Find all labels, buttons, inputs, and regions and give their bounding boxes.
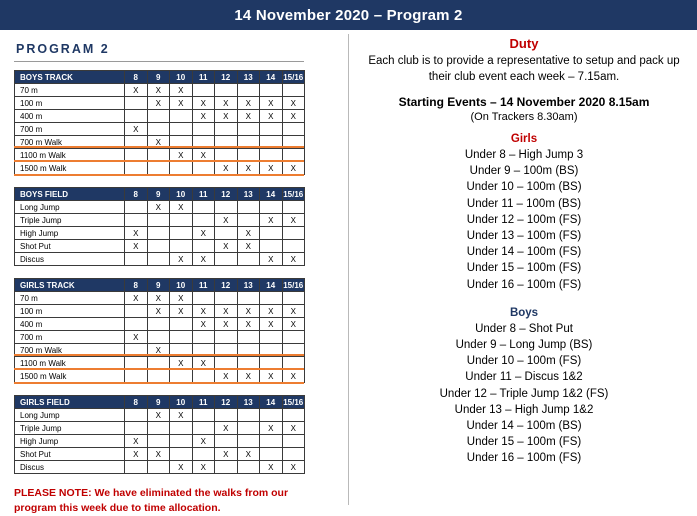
mark-cell: X bbox=[260, 318, 283, 331]
boys-event-item: Under 8 – Shot Put bbox=[475, 322, 573, 335]
mark-cell: X bbox=[170, 409, 193, 422]
mark-cell bbox=[282, 409, 305, 422]
mark-cell: X bbox=[170, 305, 193, 318]
mark-cell: X bbox=[192, 435, 215, 448]
table-row bbox=[15, 253, 305, 266]
mark-cell bbox=[215, 409, 238, 422]
event-name-cell: High Jump bbox=[15, 435, 125, 448]
mark-cell: X bbox=[260, 305, 283, 318]
strikethrough-line bbox=[14, 146, 304, 148]
schedule-table-wrapper bbox=[14, 278, 338, 383]
age-group-header: 15/16 bbox=[283, 189, 304, 199]
mark-cell bbox=[282, 227, 305, 240]
starting-events-title: Starting Events – 14 November 2020 8.15am bbox=[398, 95, 650, 109]
event-name-cell: 700 m bbox=[15, 331, 125, 344]
age-group-header: 12 bbox=[215, 279, 238, 292]
mark-cell bbox=[192, 201, 215, 214]
mark-cell bbox=[125, 318, 148, 331]
mark-cell bbox=[125, 422, 148, 435]
mark-cell bbox=[170, 240, 193, 253]
mark-cell: X bbox=[170, 149, 193, 162]
mark-cell bbox=[282, 292, 305, 305]
page-header bbox=[0, 0, 697, 30]
mark-cell: X bbox=[237, 305, 260, 318]
table-header-row bbox=[15, 71, 305, 84]
mark-cell bbox=[170, 370, 193, 383]
event-name-cell: 1500 m Walk bbox=[15, 162, 125, 175]
age-group-header: 15/16 bbox=[283, 72, 304, 82]
girls-event-item: Under 15 – 100m (FS) bbox=[466, 262, 582, 275]
mark-cell bbox=[125, 110, 148, 123]
mark-cell: X bbox=[260, 162, 283, 175]
mark-cell bbox=[170, 448, 193, 461]
mark-cell bbox=[170, 123, 193, 136]
age-group-header: 8 bbox=[125, 188, 148, 201]
age-group-header: 13 bbox=[237, 188, 260, 201]
age-group-header: 8 bbox=[125, 396, 148, 409]
starting-events-subtitle: (On Trackers 8.30am) bbox=[470, 111, 578, 123]
mark-cell bbox=[260, 448, 283, 461]
mark-cell bbox=[147, 461, 170, 474]
mark-cell: X bbox=[282, 214, 305, 227]
age-group-header: 8 bbox=[125, 279, 148, 292]
age-group-header: 12 bbox=[215, 71, 238, 84]
age-group-header: 9 bbox=[147, 279, 170, 292]
mark-cell bbox=[237, 214, 260, 227]
event-name-cell: 1500 m Walk bbox=[15, 370, 125, 383]
mark-cell: X bbox=[147, 136, 170, 149]
mark-cell: X bbox=[215, 448, 238, 461]
mark-cell bbox=[215, 435, 238, 448]
mark-cell: X bbox=[260, 461, 283, 474]
table-row bbox=[15, 305, 305, 318]
mark-cell bbox=[260, 84, 283, 97]
event-name-cell: 1100 m Walk bbox=[15, 357, 125, 370]
mark-cell: X bbox=[147, 292, 170, 305]
mark-cell bbox=[237, 123, 260, 136]
age-group-header: 13 bbox=[237, 396, 260, 409]
mark-cell: X bbox=[170, 357, 193, 370]
mark-cell bbox=[125, 409, 148, 422]
event-name-cell: Triple Jump bbox=[15, 214, 125, 227]
event-name-cell: 100 m bbox=[15, 305, 125, 318]
girls-events-title: Girls bbox=[510, 133, 538, 145]
table-title-cell: GIRLS FIELD bbox=[15, 396, 125, 409]
table-header-row bbox=[15, 396, 305, 409]
mark-cell: X bbox=[282, 422, 305, 435]
mark-cell bbox=[215, 227, 238, 240]
mark-cell bbox=[215, 253, 238, 266]
mark-cell: X bbox=[147, 344, 170, 357]
mark-cell bbox=[237, 422, 260, 435]
age-group-header: 9 bbox=[147, 396, 170, 409]
schedule-table-wrapper bbox=[14, 187, 338, 266]
mark-cell: X bbox=[282, 110, 305, 123]
table-row bbox=[15, 435, 305, 448]
mark-cell bbox=[125, 370, 148, 383]
age-group-header: 11 bbox=[192, 71, 215, 84]
table-row bbox=[15, 318, 305, 331]
event-name-cell: 700 m Walk bbox=[15, 344, 125, 357]
mark-cell: X bbox=[260, 110, 283, 123]
girls-event-item: Under 10 – 100m (BS) bbox=[466, 181, 582, 194]
schedule-table bbox=[14, 395, 305, 474]
mark-cell bbox=[147, 110, 170, 123]
table-row bbox=[15, 162, 305, 175]
age-group-header: 10 bbox=[170, 71, 193, 84]
age-group-header: 14 bbox=[260, 71, 283, 84]
mark-cell bbox=[192, 448, 215, 461]
boys-event-item: Under 16 – 100m (FS) bbox=[466, 452, 582, 465]
age-group-header: 11 bbox=[192, 188, 215, 201]
mark-cell bbox=[192, 162, 215, 175]
mark-cell: X bbox=[237, 227, 260, 240]
event-name-cell: 400 m bbox=[15, 110, 125, 123]
table-row bbox=[15, 97, 305, 110]
mark-cell: X bbox=[215, 240, 238, 253]
mark-cell bbox=[147, 331, 170, 344]
mark-cell: X bbox=[125, 123, 148, 136]
mark-cell: X bbox=[260, 97, 283, 110]
mark-cell: X bbox=[237, 448, 260, 461]
boys-event-item: Under 12 – Triple Jump 1&2 (FS) bbox=[439, 387, 609, 400]
mark-cell bbox=[215, 292, 238, 305]
mark-cell: X bbox=[215, 97, 238, 110]
mark-cell: X bbox=[237, 97, 260, 110]
strikethrough-line bbox=[14, 382, 304, 384]
mark-cell bbox=[282, 448, 305, 461]
mark-cell bbox=[215, 84, 238, 97]
table-title-cell: BOYS TRACK bbox=[15, 71, 125, 84]
age-group-header: 11 bbox=[192, 396, 215, 409]
age-group-header: 10 bbox=[170, 396, 193, 409]
mark-cell bbox=[260, 409, 283, 422]
mark-cell: X bbox=[170, 253, 193, 266]
event-name-cell: 1100 m Walk bbox=[15, 149, 125, 162]
mark-cell bbox=[170, 318, 193, 331]
boys-event-item: Under 13 – High Jump 1&2 bbox=[454, 403, 594, 416]
mark-cell: X bbox=[125, 240, 148, 253]
age-group-header: 9 bbox=[147, 71, 170, 84]
mark-cell: X bbox=[192, 110, 215, 123]
mark-cell bbox=[147, 240, 170, 253]
event-name-cell: 700 m bbox=[15, 123, 125, 136]
mark-cell: X bbox=[215, 162, 238, 175]
age-group-header: 10 bbox=[170, 188, 193, 201]
mark-cell bbox=[125, 253, 148, 266]
table-row bbox=[15, 448, 305, 461]
mark-cell bbox=[170, 331, 193, 344]
mark-cell: X bbox=[282, 305, 305, 318]
event-name-cell: High Jump bbox=[15, 227, 125, 240]
age-group-header: 8 bbox=[125, 71, 148, 84]
title-divider bbox=[14, 61, 304, 62]
girls-event-item: Under 11 – 100m (BS) bbox=[466, 197, 582, 210]
program-title: PROGRAM 2 bbox=[16, 42, 110, 56]
age-group-header: 13 bbox=[237, 279, 260, 292]
mark-cell bbox=[192, 422, 215, 435]
mark-cell bbox=[192, 331, 215, 344]
header-title: 14 November 2020 – Program 2 bbox=[234, 6, 463, 24]
mark-cell bbox=[147, 435, 170, 448]
mark-cell bbox=[125, 97, 148, 110]
table-row bbox=[15, 409, 305, 422]
boys-event-item: Under 10 – 100m (FS) bbox=[466, 355, 582, 368]
event-name-cell: Discus bbox=[15, 253, 125, 266]
mark-cell: X bbox=[282, 318, 305, 331]
mark-cell bbox=[170, 227, 193, 240]
mark-cell: X bbox=[192, 461, 215, 474]
mark-cell: X bbox=[192, 149, 215, 162]
mark-cell bbox=[125, 305, 148, 318]
event-name-cell: 700 m Walk bbox=[15, 136, 125, 149]
mark-cell: X bbox=[125, 84, 148, 97]
age-group-header: 14 bbox=[260, 396, 283, 409]
left-column bbox=[0, 30, 348, 514]
mark-cell: X bbox=[237, 318, 260, 331]
table-row bbox=[15, 240, 305, 253]
mark-cell bbox=[237, 292, 260, 305]
mark-cell bbox=[192, 214, 215, 227]
mark-cell bbox=[282, 123, 305, 136]
mark-cell: X bbox=[192, 227, 215, 240]
event-name-cell: 100 m bbox=[15, 97, 125, 110]
mark-cell: X bbox=[260, 214, 283, 227]
table-row bbox=[15, 370, 305, 383]
mark-cell: X bbox=[192, 97, 215, 110]
mark-cell bbox=[237, 253, 260, 266]
mark-cell: X bbox=[282, 461, 305, 474]
mark-cell bbox=[282, 84, 305, 97]
mark-cell bbox=[260, 201, 283, 214]
mark-cell: X bbox=[147, 305, 170, 318]
age-group-header: 14 bbox=[260, 279, 283, 292]
mark-cell: X bbox=[125, 292, 148, 305]
mark-cell bbox=[125, 162, 148, 175]
mark-cell: X bbox=[192, 318, 215, 331]
mark-cell bbox=[125, 461, 148, 474]
event-name-cell: Triple Jump bbox=[15, 422, 125, 435]
mark-cell bbox=[215, 201, 238, 214]
boys-events-title: Boys bbox=[509, 306, 539, 319]
mark-cell bbox=[125, 201, 148, 214]
mark-cell: X bbox=[237, 370, 260, 383]
mark-cell bbox=[215, 331, 238, 344]
age-group-header: 14 bbox=[260, 188, 283, 201]
mark-cell: X bbox=[282, 370, 305, 383]
boys-event-item: Under 14 – 100m (BS) bbox=[466, 420, 582, 433]
mark-cell: X bbox=[125, 331, 148, 344]
age-group-header: 15/16 bbox=[283, 280, 304, 290]
mark-cell bbox=[147, 370, 170, 383]
girls-events-list bbox=[361, 147, 687, 293]
mark-cell bbox=[282, 240, 305, 253]
boys-event-item: Under 9 – Long Jump (BS) bbox=[455, 339, 593, 352]
boys-event-item: Under 15 – 100m (FS) bbox=[466, 436, 582, 449]
age-group-header: 15/16 bbox=[283, 397, 304, 407]
mark-cell: X bbox=[170, 461, 193, 474]
mark-cell: X bbox=[147, 448, 170, 461]
mark-cell bbox=[192, 409, 215, 422]
mark-cell: X bbox=[125, 227, 148, 240]
mark-cell bbox=[237, 331, 260, 344]
table-row bbox=[15, 422, 305, 435]
strikethrough-line bbox=[14, 160, 304, 162]
mark-cell: X bbox=[170, 97, 193, 110]
mark-cell: X bbox=[125, 435, 148, 448]
mark-cell: X bbox=[147, 84, 170, 97]
schedule-table-wrapper bbox=[14, 70, 338, 175]
mark-cell bbox=[282, 435, 305, 448]
mark-cell: X bbox=[170, 292, 193, 305]
mark-cell bbox=[147, 123, 170, 136]
right-column bbox=[349, 30, 697, 509]
mark-cell bbox=[170, 422, 193, 435]
mark-cell: X bbox=[192, 253, 215, 266]
girls-event-item: Under 14 – 100m (FS) bbox=[466, 246, 582, 259]
mark-cell bbox=[237, 84, 260, 97]
mark-cell: X bbox=[237, 110, 260, 123]
mark-cell: X bbox=[215, 110, 238, 123]
mark-cell bbox=[192, 84, 215, 97]
mark-cell: X bbox=[125, 448, 148, 461]
table-header-row bbox=[15, 188, 305, 201]
table-row bbox=[15, 214, 305, 227]
mark-cell bbox=[192, 123, 215, 136]
event-name-cell: Shot Put bbox=[15, 448, 125, 461]
mark-cell bbox=[125, 214, 148, 227]
mark-cell bbox=[260, 227, 283, 240]
schedule-tables bbox=[14, 70, 338, 474]
boys-events-list bbox=[361, 321, 687, 467]
mark-cell bbox=[147, 227, 170, 240]
mark-cell: X bbox=[170, 201, 193, 214]
mark-cell: X bbox=[237, 240, 260, 253]
table-row bbox=[15, 201, 305, 214]
schedule-table-wrapper bbox=[14, 395, 338, 474]
mark-cell: X bbox=[282, 253, 305, 266]
event-name-cell: Long Jump bbox=[15, 409, 125, 422]
mark-cell bbox=[170, 214, 193, 227]
age-group-header: 13 bbox=[237, 71, 260, 84]
girls-event-item: Under 16 – 100m (FS) bbox=[466, 278, 582, 291]
mark-cell: X bbox=[282, 162, 305, 175]
age-group-header: 12 bbox=[215, 188, 238, 201]
strikethrough-line bbox=[14, 354, 304, 356]
mark-cell: X bbox=[215, 214, 238, 227]
mark-cell bbox=[147, 253, 170, 266]
mark-cell bbox=[282, 201, 305, 214]
mark-cell bbox=[260, 292, 283, 305]
mark-cell: X bbox=[147, 201, 170, 214]
mark-cell bbox=[170, 162, 193, 175]
mark-cell: X bbox=[237, 162, 260, 175]
mark-cell: X bbox=[215, 305, 238, 318]
age-group-header: 10 bbox=[170, 279, 193, 292]
strikethrough-line bbox=[14, 174, 304, 176]
mark-cell bbox=[147, 214, 170, 227]
table-row bbox=[15, 84, 305, 97]
mark-cell bbox=[237, 409, 260, 422]
mark-cell bbox=[237, 461, 260, 474]
age-group-header: 9 bbox=[147, 188, 170, 201]
mark-cell bbox=[215, 123, 238, 136]
event-name-cell: Discus bbox=[15, 461, 125, 474]
age-group-header: 11 bbox=[192, 279, 215, 292]
mark-cell: X bbox=[215, 422, 238, 435]
mark-cell bbox=[147, 162, 170, 175]
mark-cell bbox=[260, 331, 283, 344]
mark-cell bbox=[192, 292, 215, 305]
mark-cell bbox=[215, 461, 238, 474]
event-name-cell: 70 m bbox=[15, 84, 125, 97]
table-row bbox=[15, 461, 305, 474]
table-title-cell: BOYS FIELD bbox=[15, 188, 125, 201]
table-row bbox=[15, 331, 305, 344]
event-name-cell: 70 m bbox=[15, 292, 125, 305]
table-row bbox=[15, 123, 305, 136]
event-name-cell: Shot Put bbox=[15, 240, 125, 253]
duty-title: Duty bbox=[509, 36, 539, 51]
mark-cell: X bbox=[260, 422, 283, 435]
strikethrough-line bbox=[14, 368, 304, 370]
mark-cell bbox=[147, 422, 170, 435]
document-body bbox=[0, 30, 697, 514]
girls-event-item: Under 8 – High Jump 3 bbox=[464, 149, 584, 161]
mark-cell: X bbox=[260, 253, 283, 266]
event-name-cell: Long Jump bbox=[15, 201, 125, 214]
schedule-table bbox=[14, 187, 305, 266]
table-header-row bbox=[15, 279, 305, 292]
mark-cell: X bbox=[282, 97, 305, 110]
please-note-text: PLEASE NOTE: We have eliminated the walks from our program this week due to time allocation. bbox=[14, 487, 289, 514]
mark-cell bbox=[192, 240, 215, 253]
table-row bbox=[15, 110, 305, 123]
table-title-cell: GIRLS TRACK bbox=[15, 279, 125, 292]
mark-cell: X bbox=[170, 84, 193, 97]
mark-cell bbox=[170, 435, 193, 448]
mark-cell bbox=[170, 110, 193, 123]
mark-cell: X bbox=[192, 305, 215, 318]
boys-event-item: Under 11 – Discus 1&2 bbox=[465, 371, 583, 384]
mark-cell bbox=[192, 370, 215, 383]
mark-cell: X bbox=[147, 409, 170, 422]
age-group-header: 12 bbox=[215, 396, 238, 409]
mark-cell: X bbox=[192, 357, 215, 370]
table-row bbox=[15, 292, 305, 305]
mark-cell bbox=[260, 123, 283, 136]
mark-cell bbox=[282, 331, 305, 344]
mark-cell: X bbox=[147, 97, 170, 110]
mark-cell bbox=[260, 435, 283, 448]
mark-cell: X bbox=[260, 370, 283, 383]
girls-event-item: Under 9 – 100m (BS) bbox=[469, 165, 579, 178]
girls-event-item: Under 13 – 100m (FS) bbox=[466, 230, 582, 243]
duty-text: Each club is to provide a representative to setup and pack up their club event each week – 7.15am. bbox=[368, 55, 680, 83]
mark-cell: X bbox=[215, 318, 238, 331]
table-row bbox=[15, 227, 305, 240]
mark-cell: X bbox=[215, 370, 238, 383]
mark-cell bbox=[237, 201, 260, 214]
mark-cell bbox=[260, 240, 283, 253]
mark-cell bbox=[237, 435, 260, 448]
event-name-cell: 400 m bbox=[15, 318, 125, 331]
girls-event-item: Under 12 – 100m (FS) bbox=[466, 213, 582, 226]
mark-cell bbox=[147, 318, 170, 331]
